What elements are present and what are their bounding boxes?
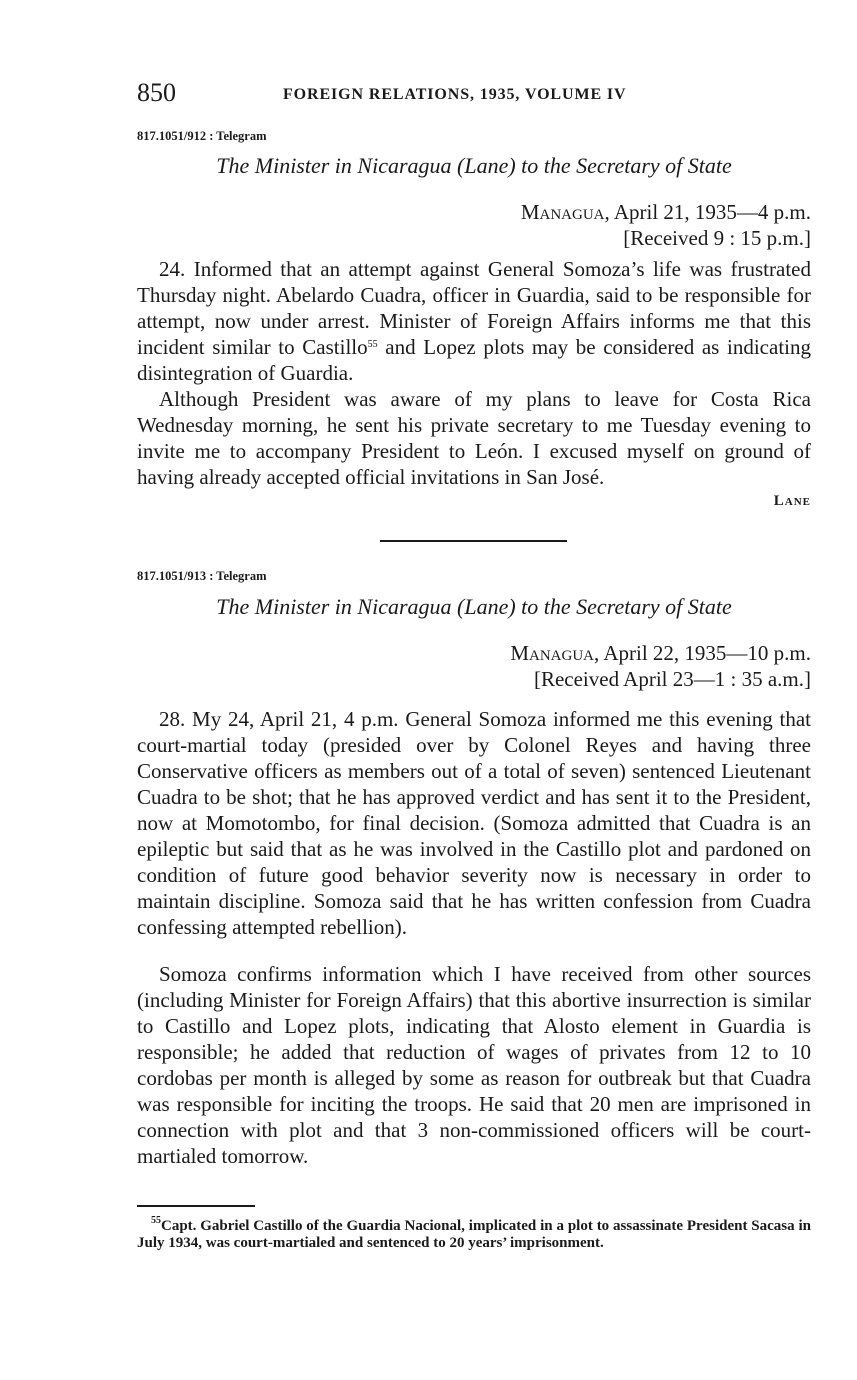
received-line: [Received April 23—1 : 35 a.m.] xyxy=(533,667,811,691)
document-title: The Minister in Nicaragua (Lane) to the Secretary of State xyxy=(216,153,732,178)
file-reference: 817.1051/913 : Telegram xyxy=(137,569,267,583)
running-title: FOREIGN RELATIONS, 1935, VOLUME IV xyxy=(283,86,627,103)
dateline-place: Managua xyxy=(520,200,605,224)
footnote-text: Capt. Gabriel Castillo of the Guardia Nacional, implicated in a plot to assassinate President Sacasa in July 1934, was court-martialed and sentenced to 20 years’ imprisonment. xyxy=(137,1218,811,1251)
received-line: [Received 9 : 15 p.m.] xyxy=(623,226,811,250)
telegram-paragraph: Although President was aware of my plans to leave for Costa Rica Wednesday morning, he sent his private secretary to me Tuesday evening to invite me to accompany President to León. I excused myself on ground of having already accepted official invitations in San José. xyxy=(137,387,811,489)
section-divider xyxy=(380,540,567,542)
page-number: 850 xyxy=(137,78,176,107)
running-head xyxy=(137,78,811,112)
dateline-place: Managua xyxy=(510,641,594,665)
footnote-rule xyxy=(137,1205,255,1207)
paragraph-text: 24. Informed that an attempt against General Somoza’s life was frustrated Thursday night. Abelardo Cuadra, officer in Guardia, said to be responsible for attempt, now under arrest. Minister of Foreign Affairs informs me that this incident similar to Castillo xyxy=(137,257,811,359)
dateline-date: , April 21, 1935—4 p.m. xyxy=(604,200,811,224)
dateline-date: , April 22, 1935—10 p.m. xyxy=(593,641,811,665)
paragraph-text: and Lopez plots may be considered as indicating disintegration of Guardia. xyxy=(137,335,811,385)
signature: Lane xyxy=(773,493,811,509)
footnote-mark: 55 xyxy=(151,1215,161,1226)
footnote-reference[interactable]: 55 xyxy=(367,339,378,350)
telegram-paragraph: 28. My 24, April 21, 4 p.m. General Somoza informed me this evening that court-martial today (presided over by Colonel Reyes and having three Conservative officers as members out of a total of seven) sentenced Lieutenant Cuadra to be shot; that he has approved verdict and has sent it to the President, now at Momotombo, for final decision. (Somoza admitted that Cuadra is an epileptic but said that as he was involved in the Castillo plot and pardoned on condition of future good behavior severity now is necessary in order to maintain discipline. Somoza said that he has written confession from Cuadra confessing attempted rebellion). xyxy=(137,707,811,939)
telegram-paragraph: Somoza confirms information which I have received from other sources (including Minister for Foreign Affairs) that this abortive insurrection is similar to Castillo and Lopez plots, indicating that Alosto element in Guardia is responsible; he added that reduction of wages of privates from 12 to 10 cordobas per month is alleged by some as reason for outbreak but that Cuadra was responsible for inciting the troops. He said that 20 men are imprisoned in connection with plot and that 3 non-commissioned officers will be court-martialed tomorrow. xyxy=(137,962,811,1168)
dateline xyxy=(510,640,811,666)
document-title: The Minister in Nicaragua (Lane) to the Secretary of State xyxy=(216,594,732,619)
telegram-paragraph xyxy=(137,256,811,386)
dateline xyxy=(521,199,811,225)
footnote xyxy=(137,1215,811,1252)
file-reference: 817.1051/912 : Telegram xyxy=(137,129,267,143)
